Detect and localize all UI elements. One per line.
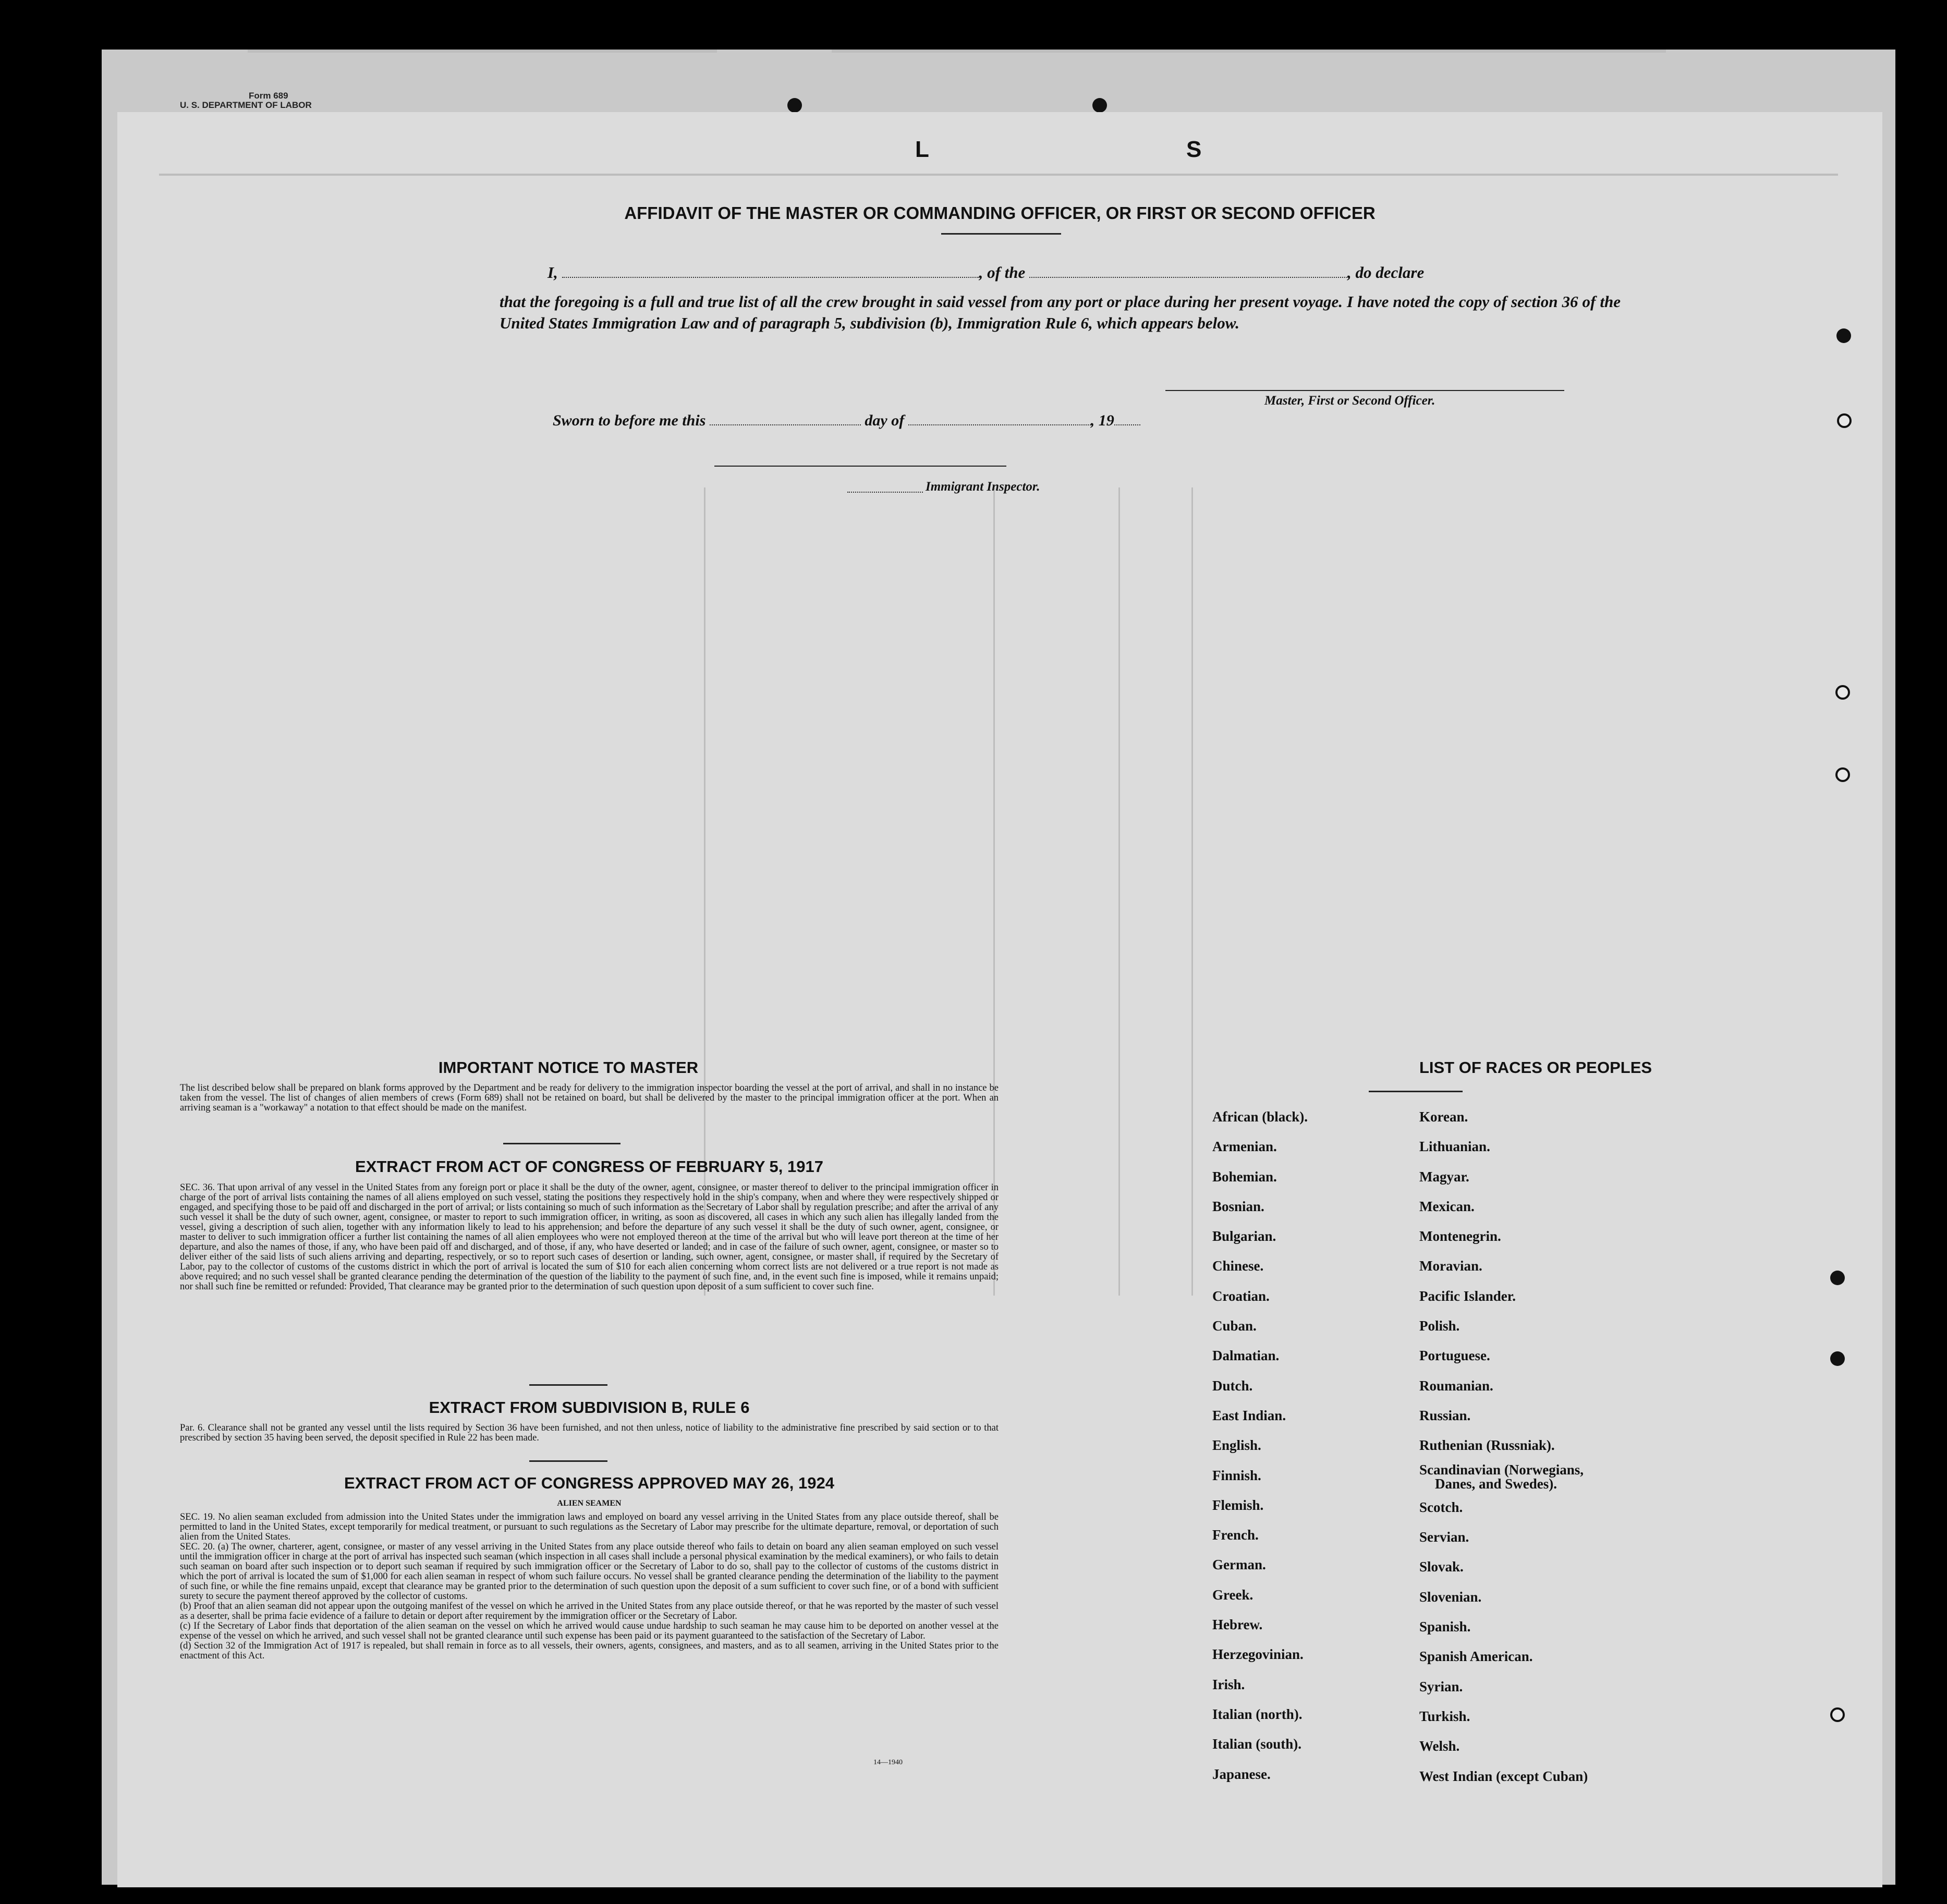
sworn-line [553,412,1140,430]
race-item: Herzegovinian. [1212,1646,1304,1663]
notice-rule [503,1143,620,1144]
race-item: French. [1212,1527,1259,1543]
race-item: Slovenian. [1419,1589,1482,1605]
race-item: West Indian (except Cuban) [1419,1768,1588,1784]
rule6-rule [529,1460,607,1462]
affidavit-first-line [547,263,1424,282]
race-item: Russian. [1419,1407,1471,1423]
year-prefix: , 19 [1090,412,1114,429]
sec20c-text: (c) If the Secretary of Labor finds that deportation of the alien seaman on the vessel on which he arrived would cause undue hardship to such seaman he may cause him to be deported on another vessel at the expense of the vessel on which he arrived, and such vessel shall not be granted clearance until such expense has been paid or its payment guaranteed to the satisfaction of the Secretary of Labor. [180,1621,999,1641]
signature-label: Master, First or Second Officer. [1264,394,1435,408]
race-item: Greek. [1212,1586,1254,1603]
department-name: U. S. DEPARTMENT OF LABOR [180,100,312,110]
punch-hole [787,98,802,113]
race-item: Welsh. [1419,1738,1460,1754]
race-item: East Indian. [1212,1407,1286,1423]
races-right-column [1419,1102,1588,1791]
extract-1917-rule [529,1384,607,1386]
race-item: Armenian. [1212,1139,1277,1155]
alien-seamen-subtitle: ALIEN SEAMEN [557,1499,622,1508]
extract-1924-title: EXTRACT FROM ACT OF CONGRESS APPROVED MAY 26, 1924 [344,1474,834,1492]
do-declare-label: , do declare [1347,263,1425,282]
binder-hole [1830,1707,1845,1722]
affidavit-title: AFFIDAVIT OF THE MASTER OR COMMANDING OFFICER, OR FIRST OR SECOND OFFICER [624,203,1376,223]
of-the-label: , of the [979,263,1026,282]
rule6-text: Par. 6. Clearance shall not be granted any vessel until the lists required by Section 36 have been furnished, and not then unless, notice of liability to the administrative fine prescribed by said section or to that prescribed by section 35 having been served, the deposit specified in Rule 22 has been made. [180,1423,999,1443]
race-item: Cuban. [1212,1318,1257,1334]
race-item: Hebrew. [1212,1617,1263,1633]
vessel-field[interactable] [1029,265,1347,278]
binder-hole [1835,685,1850,700]
race-item-line: Scandinavian (Norwegians, [1419,1461,1584,1478]
race-item: Croatian. [1212,1288,1270,1304]
race-item: Dutch. [1212,1377,1253,1394]
inspector-dotted [847,492,923,493]
race-item: German. [1212,1557,1266,1573]
race-item: Magyar. [1419,1168,1469,1185]
race-item: Italian (north). [1212,1706,1303,1722]
name-field[interactable] [562,265,979,278]
race-item: Mexican. [1419,1198,1475,1214]
race-item: Italian (south). [1212,1736,1302,1752]
races-title: LIST OF RACES OR PEOPLES [1419,1058,1652,1077]
rule6-title: EXTRACT FROM SUBDIVISION B, RULE 6 [429,1398,750,1417]
sworn-month-field[interactable] [908,413,1091,425]
header-mark-right: S [1186,137,1202,162]
race-item: Finnish. [1212,1467,1261,1483]
race-item: Servian. [1419,1529,1469,1545]
race-item: Spanish American. [1419,1649,1533,1665]
sec20b-text: (b) Proof that an alien seaman did not appear upon the outgoing manifest of the vessel on which he arrived in the United States from any place outside thereof, or that he was reported by the master of such vessel as a deserter, shall be prima facie evidence of a failure to detain or deport after requirement by the immigration officer or the Secretary of Labor. [180,1601,999,1621]
race-item: Japanese. [1212,1766,1271,1782]
races-left-column [1212,1102,1308,1789]
binder-hole [1835,767,1850,782]
race-item: Chinese. [1212,1258,1264,1274]
race-item [1419,1461,1588,1493]
race-item: Flemish. [1212,1497,1264,1513]
race-item: English. [1212,1437,1261,1454]
race-item: Polish. [1419,1318,1460,1334]
race-item: Portuguese. [1419,1348,1490,1364]
race-item: Irish. [1212,1676,1245,1692]
signature-line[interactable] [1165,390,1564,391]
race-item: Syrian. [1419,1678,1463,1694]
affidavit-page [117,112,1882,1887]
form-header [180,91,312,110]
header-mark-left: L [915,137,929,162]
sec19-text: SEC. 19. No alien seaman excluded from admission into the United States under the immigration laws and employed on board any vessel arriving in the United States from any place outside thereof, shall be permitted to land in the United States, except temporarily for medical treatment, or pursuant to such regulations as the Secretary of Labor may prescribe for the ultimate departure, removal, or deportation of such alien from the United States. [180,1512,999,1542]
race-item: Moravian. [1419,1258,1482,1274]
sworn-year-field[interactable] [1114,413,1140,425]
extract-1917-title: EXTRACT FROM ACT OF CONGRESS OF FEBRUARY 5, 1917 [355,1157,823,1176]
sec20d-text: (d) Section 32 of the Immigration Act of 1917 is repealed, but shall remain in force as to all vessels, their owners, agents, consignees, and masters, and as to all seamen, arriving in the United States prior to the enactment of this Act. [180,1641,999,1661]
race-item: Ruthenian (Russniak). [1419,1437,1555,1454]
extract-1924-body [180,1512,999,1661]
race-item: Dalmatian. [1212,1348,1280,1364]
race-item: Bohemian. [1212,1168,1277,1185]
binder-hole [1830,1271,1845,1285]
race-item: Pacific Islander. [1419,1288,1516,1304]
races-rule [1369,1091,1463,1092]
form-number: Form 689 [249,91,288,101]
binder-hole [1836,328,1851,343]
inspector-label: Immigrant Inspector. [926,480,1040,494]
race-item: Montenegrin. [1419,1228,1501,1244]
race-item-continuation: Danes, and Swedes). [1435,1475,1557,1492]
i-label: I, [547,263,558,282]
title-rule [941,233,1061,235]
race-item: Bulgarian. [1212,1228,1276,1244]
binder-hole [1830,1351,1845,1366]
race-item: Spanish. [1419,1619,1471,1635]
sec20a-text: SEC. 20. (a) The owner, charterer, agent, consignee, or master of any vessel arriving in the United States from any place outside thereof who fails to detain on board any alien seaman employed on such vessel until the immigration officer in charge at the port of arrival has inspected such seaman (which inspection in all cases shall include a personal physical examination by the medical examiners), or who fails to detain such seaman on board after such inspection or to deport such seaman if required by such immigration officer or the Secretary of Labor to do so, shall pay to the collector of customs of the customs district in which the port of arrival is located the sum of $1,000 for each alien seaman in respect of whom such failure occurs. No vessel shall be granted clearance pending the determination of the liability to the payment of such fine, or while the fine remains unpaid, except that clearance may be granted prior to the determination of such question upon the deposit of a sum sufficient to cover such fine, or of a bond with sufficient surety to secure the payment thereof approved by the collector of customs. [180,1542,999,1602]
race-item: Lithuanian. [1419,1139,1490,1155]
race-item: Turkish. [1419,1708,1470,1724]
race-item: Bosnian. [1212,1198,1264,1214]
affidavit-body: that the foregoing is a full and true list of all the crew brought in said vessel from any port or place during her present voyage. I have noted the copy of section 36 of the United States Immigration Law and of paragraph 5, subdivision (b), Immigration Rule 6, which appears below. [500,292,1621,332]
notice-title: IMPORTANT NOTICE TO MASTER [438,1058,699,1077]
race-item: Slovak. [1419,1559,1464,1575]
race-item: Scotch. [1419,1499,1463,1515]
extract-1917-text: SEC. 36. That upon arrival of any vessel in the United States from any foreign port or place it shall be the duty of the owner, agent, consignee, or master thereof to deliver to the principal immigration officer in charge of the port of arrival lists containing the names of all aliens employed on such vessel, stating the positions they respectively hold in the ship's company, when and where they were respectively shipped or engaged, and specifying those to be paid off and discharged in the port of arrival; or lists containing so much of such information as the Secretary of Labor shall by regulation prescribe; and after the arrival of any such vessel it shall be the duty of such owner, agent, consignee, or master to report to such immigration officer, in writing, as soon as discovered, all cases in which any such alien has illegally landed from the vessel, giving a description of such alien, together with any information likely to lead to his apprehension; and before the departure of any such vessel it shall be the duty of such owner, agent, consignee, or master to deliver to such immigration officer a further list containing the names of all alien employees who were not employed thereon at the time of the arrival but who will leave port thereon at the time of her departure, and also the names of those, if any, who have been paid off and discharged, and of those, if any, who have deserted or landed; and in case of the failure of such owner, agent, consignee, or master so to deliver either of the said lists of such aliens arriving and departing, respectively, or so to report such cases of desertion or landing, such owner, agent, consignee, or master shall, if required by the Secretary of Labor, pay to the collector of customs of the customs district in which the port of arrival is located the sum of $10 for each alien concerning whom correct lists are not delivered or a true report is not made as above required; and no such vessel shall be granted clearance pending the determination of the question of the liability to the payment of such fine, and, in the event such fine is imposed, while it remains unpaid; nor shall such fine be remitted or refunded: Provided, That clearance may be granted prior to the determination of such question upon deposit of a sum sufficient to cover such fine. [180,1182,999,1292]
print-code: 14—1940 [873,1759,903,1766]
sworn-label: Sworn to before me this [553,412,706,429]
notice-text: The list described below shall be prepared on blank forms approved by the Department and be ready for delivery to the immigration inspector boarding the vessel at the port of arrival, and shall in no instance be taken from the vessel. The list of changes of alien members of crews (Form 689) shall not be retained on board, but shall be delivered by the master to the principal immigration officer at the port. When an arriving seaman is a "workaway" a notation to that effect should be made on the manifest. [180,1083,999,1113]
inspector-line[interactable] [714,466,1006,467]
race-item: Korean. [1419,1109,1468,1125]
punch-hole [1092,98,1107,113]
race-item: Roumanian. [1419,1377,1493,1394]
binder-hole [1837,413,1852,428]
day-of-label: day of [865,412,905,429]
sworn-day-field[interactable] [710,413,861,425]
race-item: African (black). [1212,1109,1308,1125]
